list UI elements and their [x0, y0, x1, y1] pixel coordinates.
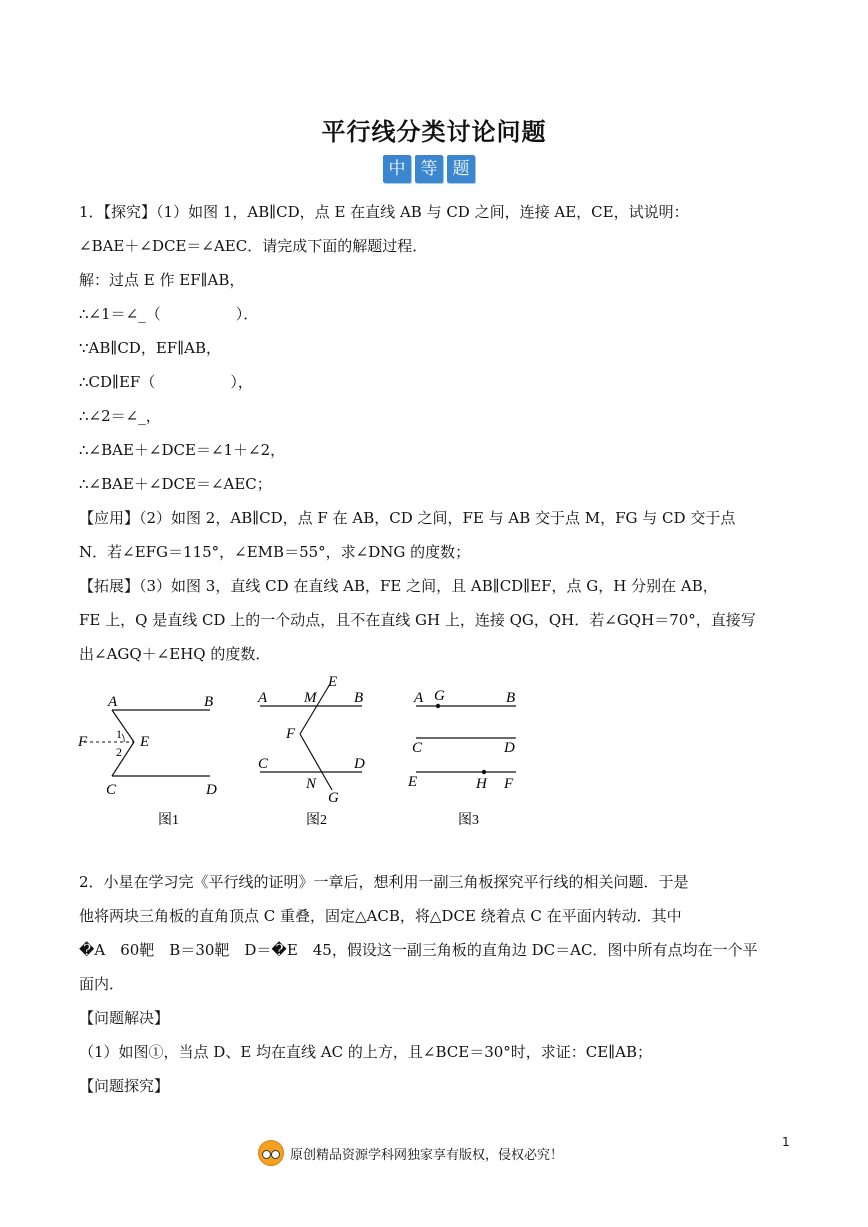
text-line: 解：过点 E 作 EF∥AB， [79, 271, 245, 289]
figure-label: B [506, 690, 516, 706]
figure-label: C [106, 782, 117, 798]
text-line: ∴CD∥EF（ ）， [79, 373, 253, 391]
figure-label: 1 [116, 727, 122, 741]
figure-2 [257, 674, 365, 828]
page-number: 1 [782, 1135, 790, 1149]
difficulty-badge: 等 [415, 155, 443, 183]
text-line: 出∠AGQ＋∠EHQ 的度数． [79, 645, 271, 663]
figure-3 [407, 688, 516, 828]
figure-label: A [414, 690, 424, 706]
figure-label: D [206, 782, 217, 798]
text-line: N．若∠EFG＝115°，∠EMB＝55°，求∠DNG 的度数； [79, 543, 471, 561]
figure-label: F [504, 776, 514, 792]
figure-label: A [258, 690, 268, 706]
orange-logo-icon [258, 1140, 284, 1166]
figure-label: 2 [116, 745, 122, 759]
figure-caption: 图3 [458, 813, 479, 828]
section-heading: 【问题探究】 [79, 1077, 170, 1095]
text-line: ∠BAE＋∠DCE＝∠AEC．请完成下面的解题过程． [79, 237, 428, 255]
figure-label: C [412, 740, 423, 756]
text-line: 【应用】（2）如图 2，AB∥CD，点 F 在 AB，CD 之间，FE 与 AB 交于点 M，FG 与 CD 交于点 [79, 509, 736, 527]
figure-label: H [476, 776, 487, 792]
footer-text: 原创精品资源学科网独家享有版权，侵权必究！ [290, 1147, 564, 1163]
figure-label: B [354, 690, 364, 706]
figure-label: C [258, 756, 269, 772]
text-line: 他将两块三角板的直角顶点 C 重叠，固定△ACB，将△DCE 绕着点 C 在平面内转动．其中 [79, 907, 682, 925]
footer [258, 1140, 563, 1166]
figure-label: G [434, 688, 445, 704]
figure-caption: 图2 [306, 813, 327, 828]
text-line: ∴∠2＝∠_， [79, 407, 161, 425]
section-heading: 【问题解决】 [79, 1009, 170, 1027]
figure-label: E [328, 674, 338, 690]
text-line: 1．【探究】（1）如图 1，AB∥CD，点 E 在直线 AB 与 CD 之间，连接 AE，CE，试说明： [79, 203, 689, 221]
figures [70, 672, 550, 832]
text-line: FE 上，Q 是直线 CD 上的一个动点，且不在直线 GH 上，连接 QG，QH．若∠GQH＝70°，直接写 [79, 611, 756, 629]
text-line: 面内． [79, 975, 125, 993]
text-line: （1）如图①，当点 D、E 均在直线 AC 的上方，且∠BCE＝30°时，求证：CE∥AB； [79, 1043, 652, 1061]
difficulty-badge: 题 [447, 155, 475, 183]
text-line: ∵AB∥CD，EF∥AB， [79, 339, 221, 357]
text-line: 2．小星在学习完《平行线的证明》一章后，想利用一副三角板探究平行线的相关问题．于是 [79, 873, 689, 891]
difficulty-badge: 中 [383, 155, 411, 183]
text-line: 【拓展】（3）如图 3，直线 CD 在直线 AB，FE 之间，且 AB∥CD∥EF，点 G，H 分别在 AB， [79, 577, 718, 595]
figure-caption: 图1 [158, 813, 179, 828]
difficulty-badges [383, 155, 475, 183]
text-line: �A 60靶 B＝30靶 D＝�E 45，假设这一副三角板的直角边 DC＝AC．图中所有点均在一个平 [79, 941, 758, 959]
figure-label: E [408, 774, 418, 790]
figure-label: B [204, 694, 214, 710]
figure-label: M [304, 690, 317, 706]
figure-label: N [306, 776, 317, 792]
figure-label: E [140, 734, 150, 750]
figure-label: F [78, 734, 88, 750]
text-line: ∴∠BAE＋∠DCE＝∠AEC； [79, 475, 272, 493]
figure-1 [77, 694, 217, 828]
page-title: 平行线分类讨论问题 [321, 118, 547, 146]
figure-label: D [504, 740, 515, 756]
figure-label: D [354, 756, 365, 772]
figure-label: A [108, 694, 118, 710]
text-line: ∴∠BAE＋∠DCE＝∠1＋∠2， [79, 441, 286, 459]
figure-label: G [328, 790, 339, 806]
text-line: ∴∠1＝∠_（ ）． [79, 305, 259, 323]
figure-label: F [286, 726, 296, 742]
